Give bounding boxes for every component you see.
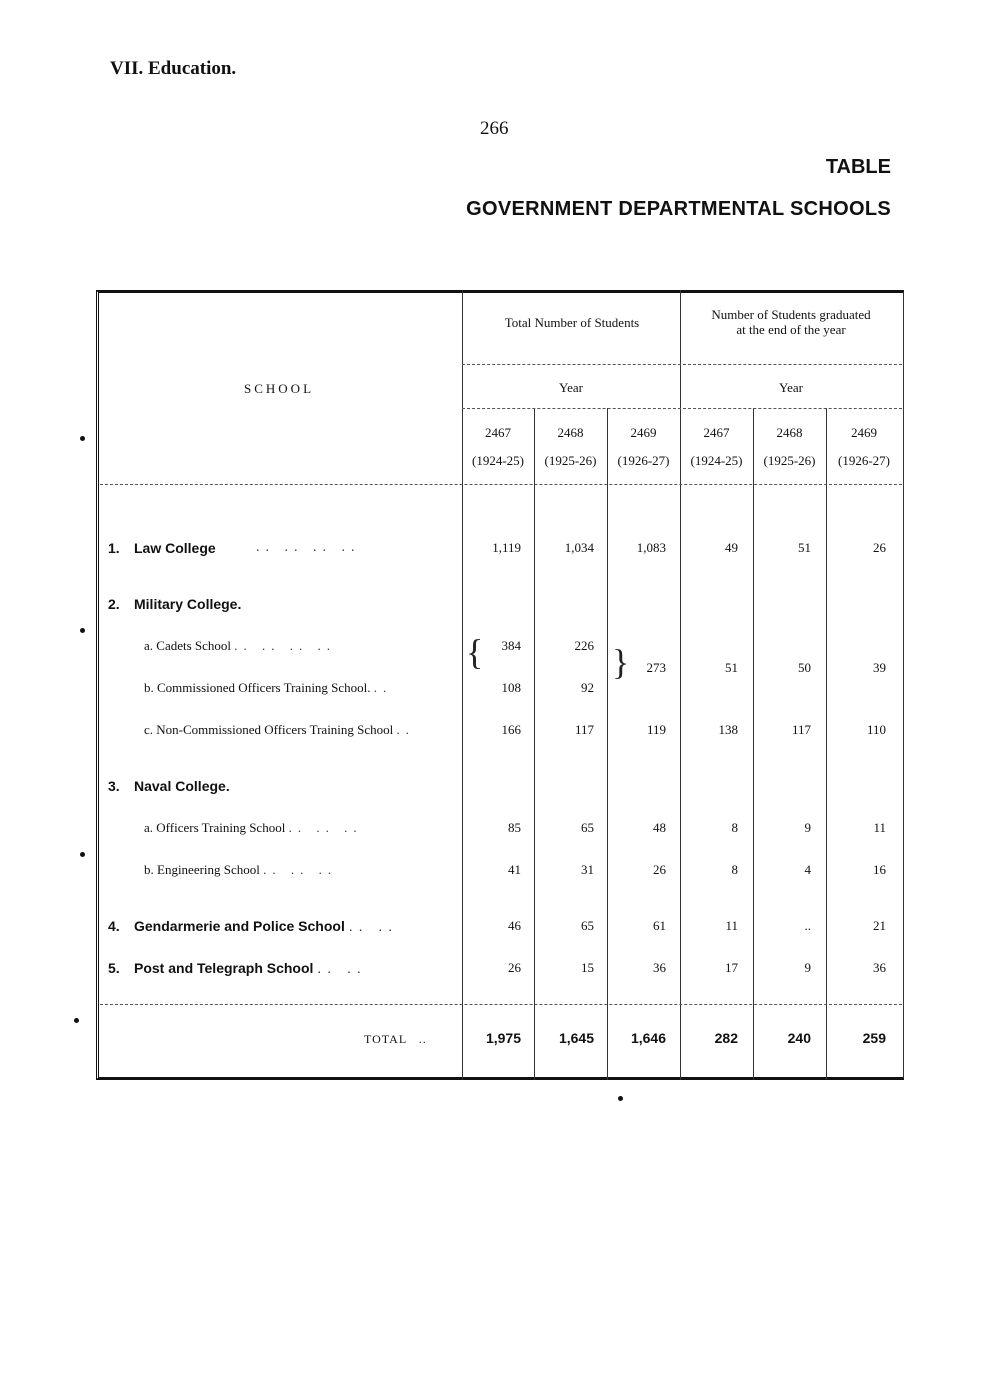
- row-gendarmerie: [108, 918, 398, 934]
- cell-law-2469-grad: 26: [873, 540, 886, 555]
- section-heading: VII. Education.: [110, 58, 237, 79]
- total-label: [364, 1032, 427, 1047]
- cell-noncom-2469-total: 119: [646, 722, 666, 737]
- cell-military-2469-grad: 39: [873, 660, 886, 675]
- year-2469-total: 2469: [630, 425, 657, 440]
- header-rule: [462, 408, 902, 409]
- table-label: TABLE: [825, 156, 891, 178]
- cell-noncom-2468-total: 117: [574, 722, 594, 737]
- cell-gendarmerie-2469-grad: 21: [873, 918, 886, 933]
- leader-dots: ..: [373, 680, 393, 695]
- cell-noncom-2469-grad: 110: [866, 722, 886, 737]
- total-2468-grad: 240: [787, 1030, 811, 1046]
- total-rule: [100, 1004, 902, 1005]
- cell-commissioned-2467-total: 108: [501, 680, 521, 695]
- row-naval-college: [108, 778, 230, 794]
- row-number: 2.: [108, 596, 120, 612]
- cell-engineering-2468-total: 31: [581, 862, 594, 877]
- leader-dots: .. .. ..: [263, 862, 338, 877]
- cell-noncom-2467-grad: 138: [718, 722, 738, 737]
- brace-right: }: [612, 642, 630, 682]
- cell-engineering-2469-grad: 16: [873, 862, 886, 877]
- row-title: Military College.: [134, 596, 242, 612]
- cell-post-2467-total: 26: [508, 960, 521, 975]
- cell-engineering-2469-total: 26: [653, 862, 666, 877]
- year-2468-graduated: 2468: [776, 425, 803, 440]
- cell-noncom-2468-grad: 117: [791, 722, 811, 737]
- cell-officers-2469-grad: 11: [873, 820, 886, 835]
- page-number: 266: [480, 118, 509, 139]
- graduated-students-header: Number of Students graduated at the end of the year: [711, 307, 871, 337]
- row-number: 1.: [108, 540, 120, 556]
- cell-engineering-2468-grad: 4: [804, 862, 811, 877]
- period-1924-total: (1924-25): [472, 453, 524, 468]
- row-title: b. Commissioned Officers Training School.: [144, 680, 371, 695]
- leader-dots: .. .. ..: [288, 820, 363, 835]
- table-title: GOVERNMENT DEPARTMENTAL SCHOOLS: [466, 198, 891, 220]
- cell-officers-2468-grad: 9: [804, 820, 811, 835]
- leader-dots: .. .. .. ..: [234, 638, 337, 653]
- period-1926-total: (1926-27): [617, 453, 670, 468]
- cell-military-2467-grad: 51: [725, 660, 738, 675]
- row-title: a. Officers Training School: [144, 820, 286, 835]
- cell-post-2469-total: 36: [653, 960, 666, 975]
- year-2467-total: 2467: [485, 425, 511, 440]
- cell-officers-2467-grad: 8: [731, 820, 738, 835]
- cell-law-2468-total: 1,034: [564, 540, 594, 555]
- year-2468-total: 2468: [557, 425, 584, 440]
- row-post-telegraph: [108, 960, 367, 976]
- data-table: [96, 290, 904, 1080]
- year-header-total: Year: [559, 380, 583, 395]
- cell-engineering-2467-grad: 8: [731, 862, 738, 877]
- cell-law-2468-grad: 51: [798, 540, 811, 555]
- period-1926-graduated: (1926-27): [838, 453, 890, 468]
- total-2468-total: 1,645: [558, 1030, 594, 1046]
- row-title: Gendarmerie and Police School: [134, 918, 345, 934]
- cell-post-2468-total: 15: [581, 960, 594, 975]
- cell-gendarmerie-2469-total: 61: [653, 918, 666, 933]
- scan-speck: [80, 852, 85, 857]
- scan-speck: [80, 628, 85, 633]
- row-commissioned-officers: [144, 680, 392, 696]
- row-title: Post and Telegraph School: [134, 960, 314, 976]
- cell-gendarmerie-2468-total: 65: [581, 918, 594, 933]
- row-number: 3.: [108, 778, 120, 794]
- row-title: Law College: [134, 540, 216, 556]
- leader-dots: .. ..: [348, 918, 399, 934]
- cell-gendarmerie-2468-grad: ..: [804, 918, 811, 933]
- cell-commissioned-2468-total: 92: [581, 680, 594, 695]
- period-1925-graduated: (1925-26): [763, 453, 816, 468]
- cell-cadets-2467-total: 384: [501, 638, 521, 653]
- cell-engineering-2467-total: 41: [508, 862, 521, 877]
- school-column-header: SCHOOL: [244, 381, 315, 396]
- column-rule: [753, 408, 754, 1080]
- row-leader: [256, 540, 361, 556]
- total-2467-grad: 282: [714, 1030, 738, 1046]
- scan-speck: [74, 1018, 79, 1023]
- header-rule: [100, 484, 902, 485]
- cell-post-2469-grad: 36: [873, 960, 886, 975]
- period-1925-total: (1925-26): [544, 453, 597, 468]
- cell-law-2467-total: 1,119: [492, 540, 521, 555]
- total-title: TOTAL: [364, 1032, 407, 1046]
- row-engineering-school: [144, 862, 337, 878]
- row-title: Naval College.: [134, 778, 230, 794]
- cell-military-2468-grad: 50: [798, 660, 811, 675]
- leader-dots: .. .. .. ..: [256, 540, 361, 555]
- total-students-header: Total Number of Students: [504, 315, 640, 330]
- header-rule: [462, 364, 902, 365]
- row-number: 5.: [108, 960, 120, 976]
- year-2467-graduated: 2467: [703, 425, 730, 440]
- column-rule: [607, 408, 608, 1080]
- row-officers-training: [144, 820, 363, 836]
- cell-officers-2469-total: 48: [653, 820, 666, 835]
- cell-officers-2468-total: 65: [581, 820, 594, 835]
- row-title: c. Non-Commissioned Officers Training School: [144, 722, 394, 737]
- total-2469-total: 1,646: [630, 1030, 666, 1046]
- cell-military-2469-total: 273: [646, 660, 666, 675]
- cell-noncom-2467-total: 166: [501, 722, 521, 737]
- leader-dots: .. ..: [317, 960, 367, 976]
- row-law-college: [108, 540, 216, 556]
- cell-cadets-2468-total: 226: [574, 638, 594, 653]
- scan-speck: [618, 1096, 623, 1101]
- year-2469-graduated: 2469: [851, 425, 877, 440]
- total-2469-grad: 259: [862, 1030, 886, 1046]
- total-2467-total: 1,975: [485, 1030, 521, 1046]
- row-title: b. Engineering School: [144, 862, 260, 877]
- column-rule: [534, 408, 535, 1080]
- year-header-graduated: Year: [779, 380, 803, 395]
- cell-post-2468-grad: 9: [804, 960, 811, 975]
- column-rule: [826, 408, 827, 1080]
- period-1924-graduated: (1924-25): [690, 453, 743, 468]
- leader-dots: ..: [418, 1032, 427, 1046]
- row-military-college: [108, 596, 241, 612]
- cell-gendarmerie-2467-total: 46: [508, 918, 521, 933]
- row-cadets-school: [144, 638, 336, 654]
- cell-officers-2467-total: 85: [508, 820, 521, 835]
- cell-gendarmerie-2467-grad: 11: [725, 918, 738, 933]
- cell-law-2467-grad: 49: [725, 540, 738, 555]
- row-title: a. Cadets School: [144, 638, 232, 653]
- cell-law-2469-total: 1,083: [636, 540, 666, 555]
- brace-left: {: [466, 632, 484, 672]
- row-number: 4.: [108, 918, 120, 934]
- row-noncommissioned-officers: [144, 722, 415, 738]
- leader-dots: ..: [396, 722, 416, 737]
- scan-speck: [80, 436, 85, 441]
- cell-post-2467-grad: 17: [725, 960, 738, 975]
